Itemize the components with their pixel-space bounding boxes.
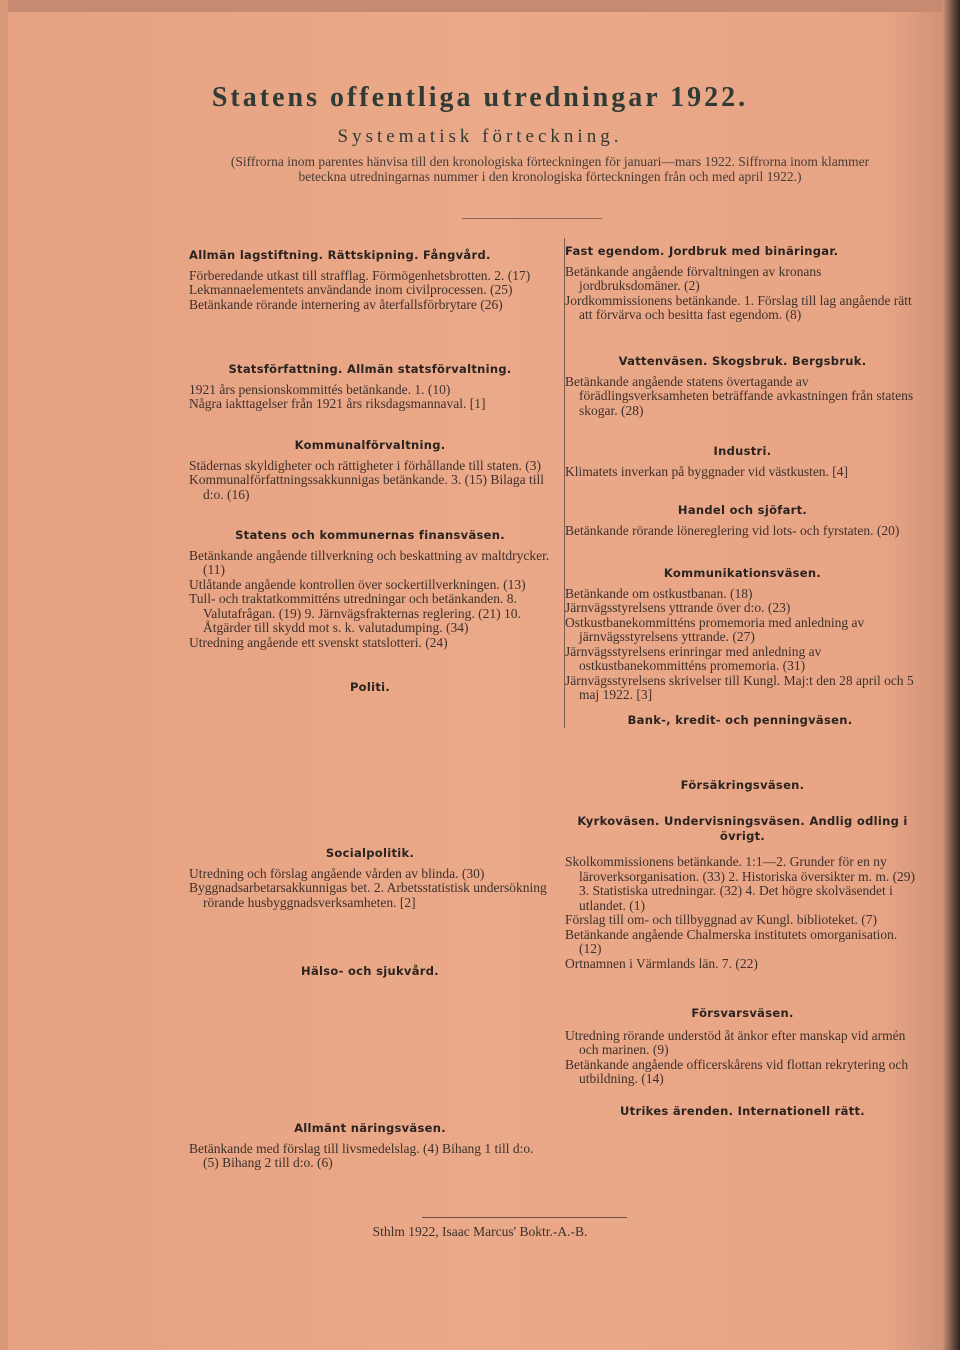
- section-heading: Handel och sjöfart.: [677, 503, 808, 517]
- title-divider: [462, 218, 602, 219]
- section-forsakringsvasen: [565, 778, 920, 793]
- entry: Jordkommissionens betänkande. 1. Förslag till lag angående rätt att förvärva och besitta fast egendom. (8): [565, 292, 912, 322]
- section-kommunalforvaltning: [189, 438, 551, 502]
- entry: Utlåtande angående kontrollen över sockertillverkningen. (13): [189, 576, 526, 592]
- entry: Utredning angående ett svenskt statslotteri. (24): [189, 634, 448, 650]
- section-heading: Försvarsväsen.: [691, 1006, 794, 1020]
- printer-imprint: Sthlm 1922, Isaac Marcus' Boktr.-A.-B.: [372, 1224, 588, 1239]
- entry: Några iakttagelser från 1921 års riksdagsmannaval. [1]: [189, 396, 486, 411]
- section-socialpolitik: [189, 846, 551, 910]
- entry: Betänkande angående förvaltningen av kronans jordbruksdomäner. (2): [565, 263, 822, 293]
- section-handel-sjofart: [565, 503, 920, 538]
- section-heading: Bank-, kredit- och penningväsen.: [627, 713, 853, 727]
- section-naringsvasen: [189, 1121, 551, 1171]
- section-heading: Kyrkoväsen. Undervisningsväsen. Andlig odling i övrigt.: [577, 814, 908, 843]
- entry: Betänkande med förslag till livsmedelslag. (4) Bihang 1 till d:o. (5) Bihang 2 till d:o. (6): [189, 1140, 534, 1170]
- entry: Skolkommissionens betänkande. 1:1—2. Grunder för en ny läroverksorganisation. (33) 2. Historiska översikter m. m. (29) 3. Statistiska utredningar. (32) 4. Det högre skolväsendet i utlandet. (1): [565, 854, 916, 913]
- section-heading: Utrikes ärenden. Internationell rätt.: [620, 1104, 865, 1118]
- entry: 1921 års pensionskommittés betänkande. 1. (10): [189, 381, 451, 397]
- section-politi: [189, 680, 551, 695]
- section-kyrkovasen: [565, 814, 920, 971]
- entry: Betänkande rörande internering av återfallsförbrytare (26): [189, 296, 503, 312]
- entry: Järnvägsstyrelsens erinringar med anledning av ostkustbanekommitténs promemoria. (31): [565, 643, 822, 673]
- section-bankvasen: [585, 713, 895, 728]
- section-fast-egendom: [565, 244, 920, 323]
- section-kommunikationsvasen: [565, 566, 920, 703]
- page-edge-left: [0, 0, 8, 1350]
- entry: Förberedande utkast till strafflag. Förmögenhetsbrotten. 2. (17): [189, 267, 531, 283]
- section-heading: Vattenväsen. Skogsbruk. Bergsbruk.: [618, 354, 867, 368]
- entry: Betänkande om ostkustbanan. (18): [565, 585, 753, 601]
- section-heading: Fast egendom. Jordbruk med binäringar.: [565, 244, 839, 258]
- entry: Betänkande angående officerskårens vid flottan rekrytering och utbildning. (14): [565, 1056, 909, 1086]
- entry: Klimatets inverkan på byggnader vid västkusten. [4]: [565, 463, 849, 479]
- section-heading: Kommunikationsväsen.: [663, 566, 822, 580]
- entry: Betänkande rörande lönereglering vid lots- och fyrstaten. (20): [565, 522, 900, 538]
- section-heading: Hälso- och sjukvård.: [301, 964, 439, 978]
- section-heading: Kommunalförvaltning.: [294, 438, 446, 452]
- explanatory-note: (Siffrorna inom parentes hänvisa till den kronologiska förteckningen för januari—mars 1922. Siffrorna inom klammer beteckna utredningarnas nummer i den kronologiska förteckningen från och med april 1922.): [230, 154, 870, 184]
- page-subtitle: Systematisk förteckning.: [337, 126, 623, 147]
- section-finansvasen: [189, 528, 551, 650]
- page-edge-right: [942, 0, 960, 1350]
- entry: Järnvägsstyrelsens yttrande över d:o. (23): [565, 600, 791, 615]
- section-vattenvasen: [565, 354, 920, 418]
- entry: Betänkande angående tillverkning och beskattning av maltdrycker. (11): [189, 547, 550, 577]
- section-statsforfattning: [189, 362, 551, 412]
- section-heading: Allmän lagstiftning. Rättskipning. Fångvård.: [189, 248, 491, 262]
- section-heading: Statens och kommunernas finansväsen.: [235, 528, 505, 542]
- section-heading: Industri.: [713, 444, 772, 458]
- entry: Järnvägsstyrelsens skrivelser till Kungl. Maj:t den 28 april och 5 maj 1922. [3]: [565, 672, 914, 702]
- entry: Betänkande angående statens övertagande av förädlingsverksamheten beträffande avkastningen från statens skogar. (28): [565, 373, 914, 418]
- entry: Ortnamnen i Värmlands län. 7. (22): [565, 955, 758, 971]
- section-heading: Försäkringsväsen.: [680, 778, 805, 792]
- section-allman-lagstiftning: [189, 248, 551, 312]
- section-halso-sjukvard: [189, 964, 551, 979]
- entry: Utredning rörande understöd åt änkor efter manskap vid armén och marinen. (9): [565, 1027, 906, 1057]
- entry: Lekmannaelementets användande inom civilprocessen. (25): [189, 282, 513, 297]
- section-heading: Statsförfattning. Allmän statsförvaltning.: [228, 362, 512, 376]
- section-heading: Politi.: [349, 680, 391, 694]
- section-heading: Allmänt näringsväsen.: [294, 1121, 446, 1135]
- entry: Utredning och förslag angående vården av blinda. (30): [189, 865, 485, 881]
- section-heading: Socialpolitik.: [325, 846, 415, 860]
- section-utrikes: [565, 1104, 920, 1119]
- entry: Städernas skyldigheter och rättigheter i förhållande till staten. (3): [189, 457, 542, 473]
- entry: Förslag till om- och tillbyggnad av Kungl. biblioteket. (7): [565, 912, 877, 927]
- entry: Kommunalförfattningssakkunnigas betänkande. 3. (15) Bilaga till d:o. (16): [189, 472, 545, 502]
- entry: Byggnadsarbetarsakkunnigas bet. 2. Arbetsstatistisk undersökning rörande husbyggnadsverksamheten. [2]: [189, 880, 547, 910]
- section-industri: [565, 444, 920, 479]
- section-forsvarsvasen: [565, 1006, 920, 1087]
- entry: Tull- och traktatkommitténs utredningar och betänkanden. 8. Valutafrågan. (19) 9. Järnvägsfrakternas reglering. (21) 10. Åtgärder till skydd mot s. k. valutadumping. (34): [189, 591, 521, 635]
- page-title: Statens offentliga utredningar 1922.: [211, 82, 749, 113]
- entry: Betänkande angående Chalmerska institutets omorganisation. (12): [565, 926, 898, 956]
- imprint-divider: [422, 1217, 627, 1218]
- entry: Ostkustbanekommitténs promemoria med anledning av järnvägsstyrelsens yttrande. (27): [565, 614, 865, 644]
- page-edge-top: [0, 0, 960, 12]
